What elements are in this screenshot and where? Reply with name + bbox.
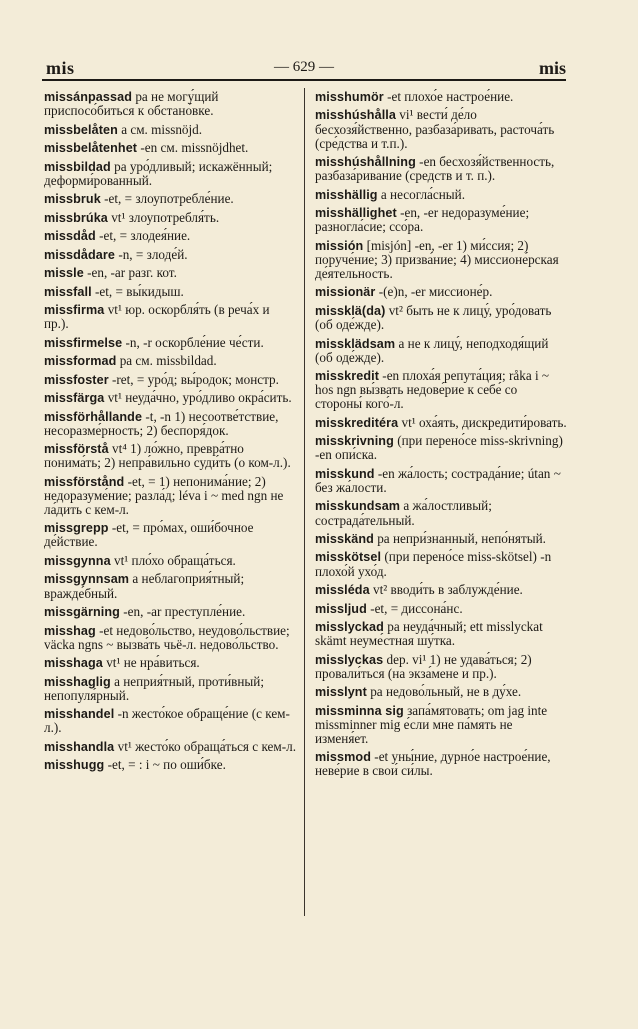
entry-definition: vt⁴ 1) ло́жно, превра́тно понима́ть; 2) непра́вильно суди́ть (о ком-л.). <box>44 441 291 471</box>
entry-headword: missionär <box>315 285 376 300</box>
entry-headword: misshaga <box>44 656 103 671</box>
left-column <box>44 90 296 777</box>
entry-headword: missklädsam <box>315 336 396 351</box>
dictionary-entry <box>44 266 296 280</box>
dictionary-entry <box>315 304 567 332</box>
entry-definition: -en плоха́я репута́ция; råka i ~ hos ngn вы́звать недове́рие к себе́ со стороны́ кого́-л. <box>315 368 550 412</box>
entry-headword: misskund <box>315 466 375 481</box>
entry-definition: vt² быть не к лицу́, уро́довать (об оде́жде). <box>315 302 552 333</box>
entry-headword: missle <box>44 266 84 281</box>
dictionary-entry <box>315 532 567 546</box>
entry-definition: vt¹ жесто́ко обраща́ться с кем-л. <box>114 738 296 754</box>
dictionary-entry <box>44 391 296 405</box>
entry-definition: pa уро́дливый; искажённый; деформи́рованный. <box>44 158 273 188</box>
dictionary-entry <box>44 740 296 754</box>
dictionary-entry <box>315 704 567 746</box>
entry-headword: misshag <box>44 623 96 638</box>
dictionary-entry <box>44 160 296 188</box>
entry-headword: missfärga <box>44 391 105 406</box>
entry-headword: missgrepp <box>44 521 109 536</box>
dictionary-entry <box>315 90 567 104</box>
entry-headword: missfirmelse <box>44 335 123 350</box>
entry-headword: misskreditéra <box>315 415 399 430</box>
dictionary-entry <box>315 369 567 411</box>
entry-headword: missbruk <box>44 192 101 207</box>
entry-headword: misslynt <box>315 685 367 700</box>
dictionary-entry <box>315 467 567 495</box>
dictionary-entry <box>44 410 296 438</box>
dictionary-entry <box>44 521 296 549</box>
entry-headword: missljud <box>315 601 367 616</box>
header-right-word: mis <box>539 58 566 78</box>
dictionary-entry <box>315 685 567 699</box>
entry-definition: -en, -ar разг. кот. <box>83 265 177 281</box>
dictionary-entry <box>315 155 567 183</box>
entry-definition: -et, = злодея́ние. <box>95 228 191 244</box>
entry-headword: missión <box>315 238 364 253</box>
dictionary-entry <box>44 373 296 387</box>
entry-headword: missklä(da) <box>315 303 386 318</box>
dictionary-entry <box>44 572 296 600</box>
entry-definition: vt¹ злоупотребля́ть. <box>107 209 220 225</box>
entry-headword: misskundsam <box>315 499 401 514</box>
entry-definition: -en бесхозя́йственность, разбаза́ривание (средств и т. п.). <box>315 154 555 184</box>
entry-headword: missgärning <box>44 605 120 620</box>
dictionary-entry <box>315 206 567 234</box>
entry-definition: [misjón] -en, -er 1) ми́ссия; 2) поруче́ние; 3) призва́ние; 4) миссионе́рская де́ятельность. <box>315 237 559 281</box>
entry-definition: pa недово́льный, не в ду́хе. <box>366 684 522 700</box>
dictionary-entry <box>44 211 296 225</box>
entry-headword: missgynna <box>44 553 111 568</box>
dictionary-entry <box>44 303 296 331</box>
entry-definition: -en см. missnöjdhet. <box>137 140 249 156</box>
entry-definition: -et, = 1) непонима́ние; 2) недоразуме́ние; разла́д; léva i ~ med ngn не ла́дить с кем-л. <box>44 473 284 517</box>
entry-headword: misskredit <box>315 369 379 384</box>
dictionary-entry <box>315 583 567 597</box>
entry-definition: pa см. missbildad. <box>116 353 217 369</box>
entry-headword: misshaglig <box>44 674 111 689</box>
entry-headword: misslyckad <box>315 620 384 635</box>
entry-headword: missfirma <box>44 303 105 318</box>
entry-headword: missformad <box>44 354 117 369</box>
dictionary-entry <box>315 239 567 281</box>
entry-definition: a см. missnöjd. <box>117 121 203 137</box>
entry-headword: misskänd <box>315 532 374 546</box>
entry-definition: -et уны́ние, дурно́е настрое́ние, неве́рие в свои́ си́лы. <box>315 749 551 779</box>
entry-definition: a не к лицу́, неподходя́щий (об оде́жде). <box>315 335 549 365</box>
dictionary-entry <box>44 554 296 568</box>
entry-definition: vi¹ вести́ де́ло бесхозя́йственно, разбаза́ривать, расточа́ть (сре́дства и т.п.). <box>315 107 555 151</box>
dictionary-entry <box>44 707 296 735</box>
dictionary-entry <box>44 442 296 470</box>
dictionary-entry <box>315 416 567 430</box>
entry-definition: vt¹ юр. оскорбля́ть (в реча́х и пр.). <box>44 302 270 332</box>
dictionary-entry <box>44 248 296 262</box>
dictionary-entry <box>315 108 567 150</box>
entry-headword: missgynnsam <box>44 572 130 587</box>
entry-headword: missbelåtenhet <box>44 141 138 156</box>
dictionary-entry <box>315 550 567 578</box>
entry-definition: vt² вводи́ть в заблужде́ние. <box>369 582 523 598</box>
entry-definition: pa непри́знанный, непо́нятый. <box>373 531 546 546</box>
column-divider <box>304 88 305 916</box>
entry-headword: missminna sig <box>315 703 404 718</box>
entry-headword: misskötsel <box>315 550 382 565</box>
entry-definition: -ret, = уро́д; вы́родок; монстр. <box>108 371 279 387</box>
entry-definition: a неприя́тный, проти́вный; непопуля́рный. <box>44 673 265 703</box>
entry-headword: missléda <box>315 583 370 598</box>
dictionary-entry <box>315 285 567 299</box>
header-left-word: mis <box>46 58 75 78</box>
entry-headword: misshúshålla <box>315 108 396 123</box>
dictionary-entry <box>44 475 296 517</box>
dictionary-entry <box>315 434 567 462</box>
entry-headword: missdåd <box>44 229 96 244</box>
page-header <box>42 56 566 78</box>
entry-headword: misshandla <box>44 739 115 754</box>
entry-definition: vt¹ не нра́виться. <box>102 655 200 671</box>
dictionary-entry <box>315 499 567 527</box>
entry-definition: -n жесто́кое обраще́ние (с кем-л.). <box>44 706 290 736</box>
entry-definition: a жа́лостливый; сострада́тельный. <box>315 498 492 528</box>
entry-headword: missförhållande <box>44 409 143 424</box>
entry-definition: vt¹ пло́хо обраща́ться. <box>110 552 236 568</box>
entry-definition: a несогла́сный. <box>377 186 466 202</box>
entry-definition: -et, = : i ~ по оши́бке. <box>104 757 226 773</box>
entry-definition: -en, -er недоразуме́ние; разногла́сие; ссо́ра. <box>315 205 530 235</box>
entry-definition: -et, = злоупотребле́ние. <box>100 191 234 207</box>
dictionary-entry <box>44 229 296 243</box>
dictionary-entry <box>44 675 296 703</box>
entry-definition: pa не могу́щий приспосо́биться к обстано́вке. <box>44 89 219 119</box>
dictionary-entry <box>44 141 296 155</box>
dictionary-entry <box>44 656 296 670</box>
entry-definition: -(e)n, -er миссионе́р. <box>375 284 493 300</box>
dictionary-entry <box>44 624 296 652</box>
dictionary-entry <box>315 602 567 616</box>
entry-definition: -en жа́лость; сострада́ние; útan ~ без жа́лости. <box>315 465 561 495</box>
entry-definition: vt¹ оха́ять, дискредити́ровать. <box>398 414 567 430</box>
entry-definition: (при перено́се miss-skötsel) -n плохо́й ухо́д. <box>315 549 552 579</box>
dictionary-entry <box>44 354 296 368</box>
dictionary-entry <box>315 750 567 778</box>
entry-headword: misskrivning <box>315 434 394 449</box>
entry-definition: -et плохо́е настрое́ние. <box>383 89 514 104</box>
dictionary-entry <box>315 188 567 202</box>
page-number: — 629 — <box>274 59 334 75</box>
entry-headword: misshandel <box>44 707 115 722</box>
entry-headword: missförstå <box>44 442 109 457</box>
entry-definition: -et, = вы́кидыш. <box>91 283 184 299</box>
entry-definition: pa неуда́чный; ett misslyckat skämt неуме́стная шу́тка. <box>315 619 543 649</box>
dictionary-entry <box>44 192 296 206</box>
entry-definition: -n, = злоде́й. <box>115 246 188 262</box>
entry-headword: missánpassad <box>44 90 133 104</box>
entry-definition: -n, -r оскорбле́ние че́сти. <box>122 334 264 350</box>
entry-definition: a неблагоприя́тный; вражде́бный. <box>44 571 245 601</box>
header-rule <box>42 79 566 81</box>
entry-headword: missbelåten <box>44 122 118 137</box>
entry-headword: misshumör <box>315 90 384 104</box>
entry-definition: -et недово́льство, неудово́льствие; väcka ngns ~ вызва́ть чьё-л. недово́льство. <box>44 622 290 652</box>
entry-headword: missbildad <box>44 159 111 174</box>
dictionary-entry <box>315 337 567 365</box>
entry-headword: missförstånd <box>44 474 125 489</box>
entry-headword: misshugg <box>44 758 105 773</box>
entry-headword: missdådare <box>44 247 116 262</box>
entry-headword: missfoster <box>44 372 109 387</box>
entry-headword: misshällig <box>315 187 378 202</box>
dictionary-entry <box>44 336 296 350</box>
dictionary-entry <box>44 90 296 118</box>
entry-definition: dep. vi¹ 1) не удава́ться; 2) провали́ться (на экза́мене и пр.). <box>315 651 532 681</box>
dictionary-entry <box>315 653 567 681</box>
entry-definition: -t, -n 1) несоотве́тствие, несоразме́рность; 2) беспоря́док. <box>44 408 279 438</box>
entry-definition: -en, -ar преступле́ние. <box>119 604 246 620</box>
entry-definition: -et, = диссона́нс. <box>366 600 463 616</box>
entry-headword: missfall <box>44 284 92 299</box>
right-column <box>315 90 567 783</box>
entry-headword: misshällighet <box>315 206 397 221</box>
dictionary-entry <box>315 620 567 648</box>
entry-definition: -et, = про́мах, оши́бочное де́йствие. <box>44 520 254 550</box>
entry-headword: misslyckas <box>315 652 384 667</box>
entry-definition: (при перено́се miss-skrivning) -en опи́ска. <box>315 433 563 463</box>
entry-definition: vt¹ неуда́чно, уро́дливо окра́сить. <box>104 390 292 406</box>
dictionary-entry <box>44 758 296 772</box>
dictionary-entry <box>44 285 296 299</box>
entry-headword: misshúshållning <box>315 155 416 170</box>
entry-definition: запа́мятовать; om jag inte missminner mig е́сли мне па́мять не изменя́ет. <box>315 702 548 746</box>
entry-headword: missbrúka <box>44 210 108 225</box>
dictionary-entry <box>44 605 296 619</box>
dictionary-entry <box>44 123 296 137</box>
entry-headword: missmod <box>315 750 371 765</box>
